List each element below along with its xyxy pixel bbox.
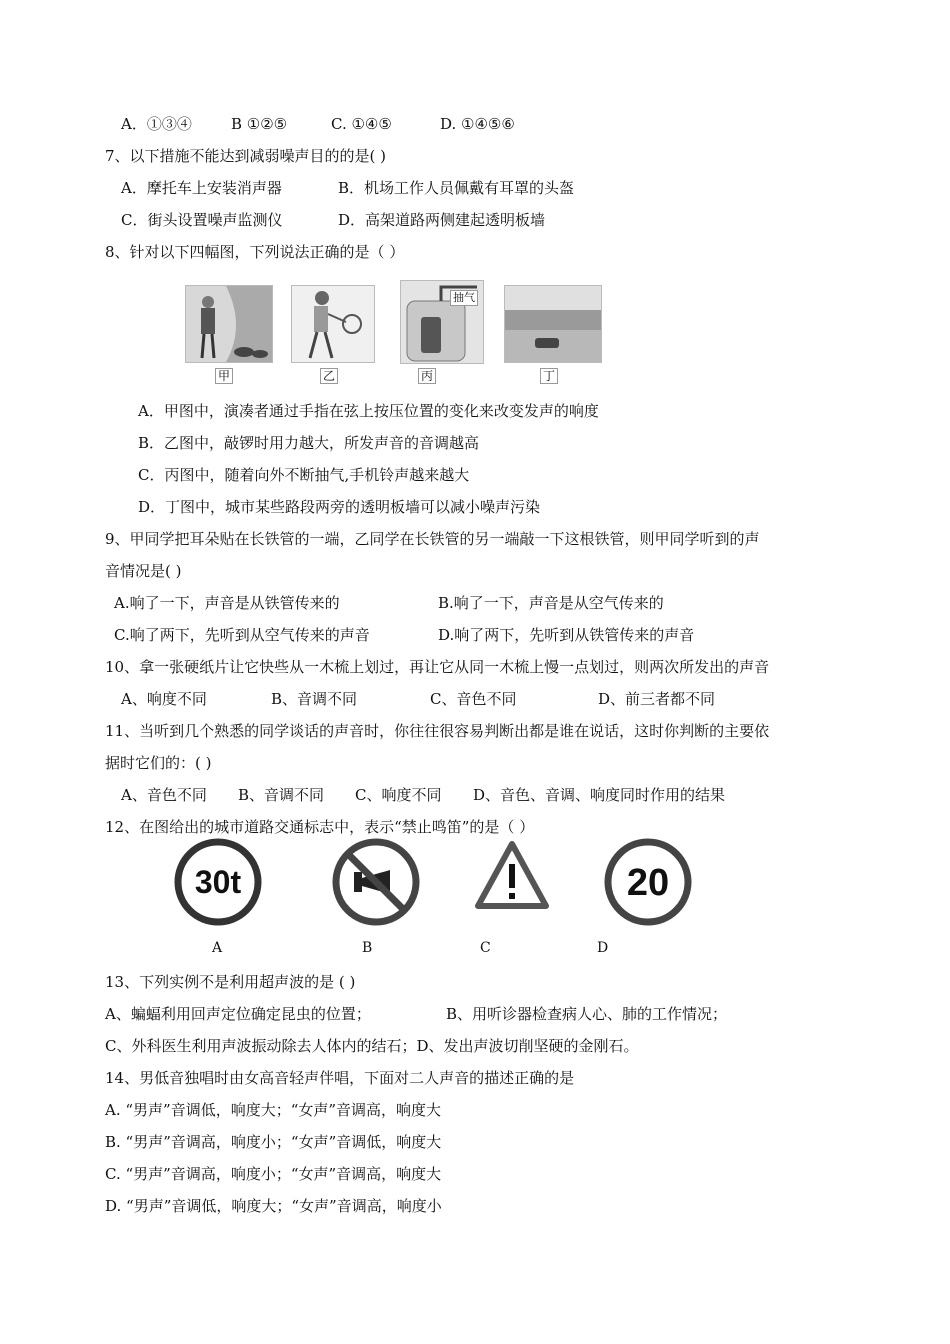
caption-jia: 甲 <box>215 368 233 384</box>
q10-option-d: D、前三者都不同 <box>598 690 716 708</box>
sign-label-a: A <box>212 940 223 956</box>
figure-jia <box>185 285 273 363</box>
q9-option-c: C.响了两下，先听到从空气传来的声音 <box>114 626 370 644</box>
q11-stem-line2: 据时它们的：( ) <box>105 754 212 772</box>
sign-label-c: C <box>480 940 491 956</box>
q10-option-c: C、音色不同 <box>430 690 517 708</box>
q10-option-a: A、响度不同 <box>121 690 207 708</box>
q11-option-b: B、音调不同 <box>238 786 325 804</box>
sign-no-horn <box>332 838 420 926</box>
q8-option-b: B．乙图中，敲锣时用力越大，所发声音的音调越高 <box>138 434 480 452</box>
q7-stem: 7、以下措施不能达到减弱噪声目的的是( ) <box>105 147 387 165</box>
q8-option-a: A．甲图中，演凑者通过手指在弦上按压位置的变化来改变发声的响度 <box>138 402 599 420</box>
sign-d-text: 20 <box>626 862 670 904</box>
q7-option-a: A．摩托车上安装消声器 <box>121 179 282 197</box>
figure-ding <box>504 285 602 363</box>
q11-stem-line1: 11、当听到几个熟悉的同学谈话的声音时，你往往很容易判断出都是谁在说话，这时你判断的主要依 <box>105 722 770 740</box>
q9-option-d: D.响了两下，先听到从铁管传来的声音 <box>438 626 695 644</box>
q7-option-c: C．街头设置噪声监测仪 <box>121 211 283 229</box>
q8-stem: 8、针对以下四幅图，下列说法正确的是（ ） <box>105 243 405 261</box>
q11-option-a: A、音色不同 <box>121 786 207 804</box>
q6-option-d: D. ①④⑤⑥ <box>440 115 515 133</box>
q8-option-c: C．丙图中，随着向外不断抽气,手机铃声越来越大 <box>138 466 470 484</box>
q9-option-b: B.响了一下，声音是从空气传来的 <box>438 594 664 612</box>
q13-options-cd: C、外科医生利用声波振动除去人体内的结石；D、发出声波切削坚硬的金刚石。 <box>105 1037 639 1055</box>
caption-yi: 乙 <box>320 368 338 384</box>
q14-stem: 14、男低音独唱时由女高音轻声伴唱，下面对二人声音的描述正确的是 <box>105 1069 575 1087</box>
q14-option-a: A. “男声”音调低，响度大；“女声”音调高，响度大 <box>105 1101 442 1119</box>
q10-stem: 10、拿一张硬纸片让它快些从一木梳上划过，再让它从同一木梳上慢一点划过，则两次所发出的声音 <box>105 658 770 676</box>
q14-option-b: B. “男声”音调高，响度小；“女声”音调低，响度大 <box>105 1133 442 1151</box>
sign-label-d: D <box>597 940 609 956</box>
q6-option-b: B ①②⑤ <box>231 115 288 133</box>
q6-option-c: C. ①④⑤ <box>331 115 392 133</box>
sign-weight-limit <box>174 838 262 926</box>
q7-option-d: D．高架道路两侧建起透明板墙 <box>338 211 546 229</box>
q10-option-b: B、音调不同 <box>271 690 358 708</box>
pump-label: 抽气 <box>450 290 478 306</box>
q13-option-b: B、用听诊器检查病人心、肺的工作情况； <box>446 1005 728 1023</box>
caption-bing: 丙 <box>418 368 436 384</box>
sign-speed-limit <box>604 838 692 926</box>
sign-a-text: 30t <box>194 864 242 900</box>
q14-option-d: D. “男声”音调低，响度大；“女声”音调高，响度小 <box>105 1197 442 1215</box>
q8-option-d: D．丁图中，城市某些路段两旁的透明板墙可以减小噪声污染 <box>138 498 541 516</box>
q12-stem: 12、在图给出的城市道路交通标志中，表示“禁止鸣笛”的是（ ） <box>105 818 535 836</box>
q9-stem-line1: 9、甲同学把耳朵贴在长铁管的一端，乙同学在长铁管的另一端敲一下这根铁管，则甲同学听到的声 <box>105 530 760 548</box>
sign-label-b: B <box>362 940 373 956</box>
q6-option-a: A．①③④ <box>121 115 192 133</box>
q7-option-b: B．机场工作人员佩戴有耳罩的头盔 <box>338 179 575 197</box>
figure-yi <box>291 285 375 363</box>
q13-option-a: A、蝙蝠利用回声定位确定昆虫的位置； <box>105 1005 371 1023</box>
q9-stem-line2: 音情况是( ) <box>105 562 182 580</box>
caption-ding: 丁 <box>540 368 558 384</box>
q11-option-d: D、音色、音调、响度同时作用的结果 <box>473 786 726 804</box>
q11-option-c: C、响度不同 <box>355 786 442 804</box>
sign-warning <box>474 840 550 910</box>
q13-stem: 13、下列实例不是利用超声波的是 ( ) <box>105 973 356 991</box>
q9-option-a: A.响了一下，声音是从铁管传来的 <box>114 594 340 612</box>
q14-option-c: C. “男声”音调高，响度小；“女声”音调高，响度大 <box>105 1165 442 1183</box>
